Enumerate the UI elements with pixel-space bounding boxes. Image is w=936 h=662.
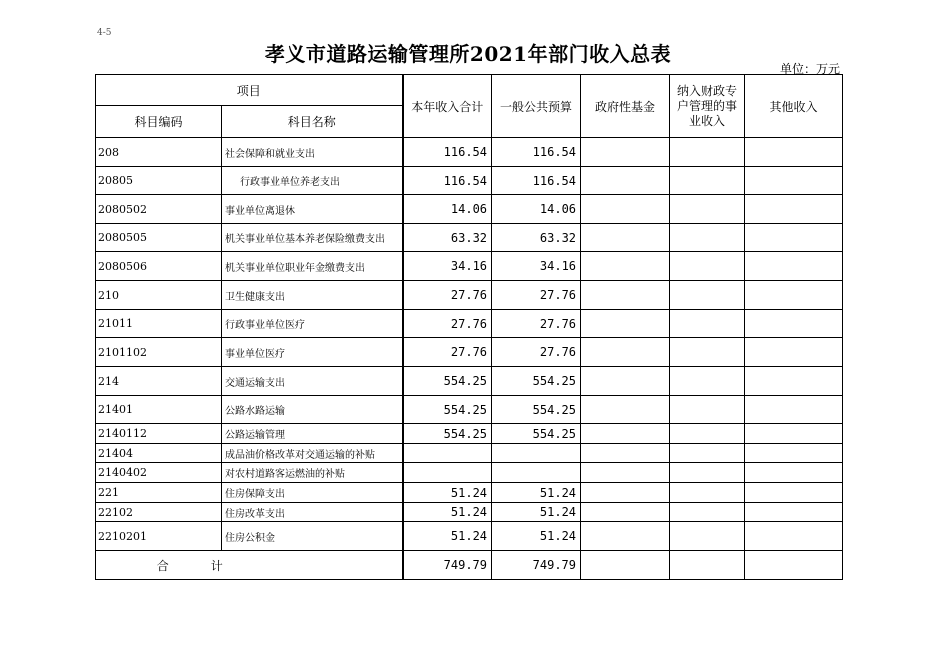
page-title: 孝义市道路运输管理所2021年部门收入总表 — [264, 42, 672, 66]
cell-code: 221 — [96, 483, 222, 503]
cell-special-fiscal — [670, 424, 745, 444]
cell-name: 事业单位离退休 — [222, 195, 403, 224]
cell-code: 20805 — [96, 167, 222, 195]
cell-name: 公路水路运输 — [222, 396, 403, 424]
cell-name: 事业单位医疗 — [222, 338, 403, 367]
cell-general-budget: 51.24 — [492, 483, 581, 503]
cell-name: 机关事业单位职业年金缴费支出 — [222, 252, 403, 281]
cell-code: 2101102 — [96, 338, 222, 367]
table-row — [96, 310, 843, 338]
corner-mark: 4-5 — [97, 28, 112, 38]
cell-special-fiscal — [670, 167, 745, 195]
cell-total-income: 27.76 — [403, 310, 492, 338]
table-row — [96, 281, 843, 310]
table-row — [96, 224, 843, 252]
cell-name: 住房公积金 — [222, 522, 403, 551]
cell-name: 卫生健康支出 — [222, 281, 403, 310]
table-row — [96, 338, 843, 367]
cell-special-fiscal — [670, 138, 745, 167]
table-row — [96, 396, 843, 424]
cell-general-budget: 27.76 — [492, 310, 581, 338]
cell-gov-fund — [581, 522, 670, 551]
cell-special-fiscal — [670, 310, 745, 338]
cell-total-income: 34.16 — [403, 252, 492, 281]
cell-other-income — [745, 463, 843, 483]
cell-code: 2080502 — [96, 195, 222, 224]
table-row — [96, 483, 843, 503]
cell-other-income — [745, 522, 843, 551]
total-income-value: 749.79 — [403, 551, 492, 580]
cell-other-income — [745, 310, 843, 338]
table-row — [96, 367, 843, 396]
cell-other-income — [745, 281, 843, 310]
cell-name: 社会保障和就业支出 — [222, 138, 403, 167]
cell-general-budget: 51.24 — [492, 522, 581, 551]
cell-other-income — [745, 338, 843, 367]
total-label-right: 计 — [210, 558, 225, 573]
cell-general-budget: 554.25 — [492, 367, 581, 396]
cell-code: 22102 — [96, 503, 222, 522]
cell-gov-fund — [581, 424, 670, 444]
cell-gov-fund — [581, 310, 670, 338]
header-gov-fund: 政府性基金 — [581, 75, 670, 138]
cell-general-budget: 116.54 — [492, 138, 581, 167]
cell-gov-fund — [581, 338, 670, 367]
cell-code: 21401 — [96, 396, 222, 424]
cell-special-fiscal — [670, 483, 745, 503]
cell-gov-fund — [581, 367, 670, 396]
cell-other-income — [745, 195, 843, 224]
cell-name: 行政事业单位养老支出 — [222, 167, 403, 195]
unit-label: 单位：万元 — [779, 62, 840, 76]
cell-total-income: 554.25 — [403, 396, 492, 424]
cell-other-income — [745, 224, 843, 252]
cell-name: 对农村道路客运燃油的补贴 — [222, 463, 403, 483]
cell-name: 行政事业单位医疗 — [222, 310, 403, 338]
cell-other-income — [745, 444, 843, 463]
header-general-budget: 一般公共预算 — [492, 75, 581, 138]
cell-general-budget: 27.76 — [492, 338, 581, 367]
cell-name: 成品油价格改革对交通运输的补贴 — [222, 444, 403, 463]
cell-total-income: 27.76 — [403, 338, 492, 367]
table-row — [96, 252, 843, 281]
cell-special-fiscal — [670, 396, 745, 424]
cell-other-income — [745, 483, 843, 503]
cell-code: 21404 — [96, 444, 222, 463]
table-row — [96, 522, 843, 551]
header-special-fiscal: 纳入财政专户管理的事业收入 — [670, 75, 745, 138]
cell-total-income: 63.32 — [403, 224, 492, 252]
cell-gov-fund — [581, 463, 670, 483]
cell-gov-fund — [581, 503, 670, 522]
cell-special-fiscal — [670, 224, 745, 252]
cell-gov-fund — [581, 195, 670, 224]
cell-general-budget: 63.32 — [492, 224, 581, 252]
cell-gov-fund — [581, 167, 670, 195]
cell-gov-fund — [581, 483, 670, 503]
cell-code: 2080506 — [96, 252, 222, 281]
cell-total-income: 554.25 — [403, 424, 492, 444]
header-name: 科目名称 — [222, 106, 403, 138]
cell-special-fiscal — [670, 252, 745, 281]
cell-code: 214 — [96, 367, 222, 396]
cell-special-fiscal — [670, 281, 745, 310]
cell-general-budget: 116.54 — [492, 167, 581, 195]
table-row — [96, 444, 843, 463]
table-row — [96, 195, 843, 224]
total-special-fiscal-value — [670, 551, 745, 580]
income-summary-table — [95, 74, 843, 580]
cell-total-income — [403, 463, 492, 483]
cell-gov-fund — [581, 396, 670, 424]
cell-total-income — [403, 444, 492, 463]
header-item: 项目 — [96, 75, 403, 106]
cell-general-budget: 554.25 — [492, 424, 581, 444]
total-label — [96, 551, 403, 580]
table-row — [96, 167, 843, 195]
cell-gov-fund — [581, 252, 670, 281]
cell-general-budget: 554.25 — [492, 396, 581, 424]
cell-general-budget: 27.76 — [492, 281, 581, 310]
cell-other-income — [745, 396, 843, 424]
total-general-budget-value: 749.79 — [492, 551, 581, 580]
cell-special-fiscal — [670, 444, 745, 463]
total-label-left: 合 — [156, 558, 171, 573]
table-row — [96, 424, 843, 444]
table-row — [96, 138, 843, 167]
table-row — [96, 463, 843, 483]
cell-name: 机关事业单位基本养老保险缴费支出 — [222, 224, 403, 252]
cell-other-income — [745, 424, 843, 444]
cell-code: 208 — [96, 138, 222, 167]
cell-general-budget — [492, 463, 581, 483]
cell-other-income — [745, 367, 843, 396]
cell-special-fiscal — [670, 367, 745, 396]
cell-name: 交通运输支出 — [222, 367, 403, 396]
cell-general-budget: 51.24 — [492, 503, 581, 522]
header-other-income: 其他收入 — [745, 75, 843, 138]
cell-gov-fund — [581, 281, 670, 310]
cell-special-fiscal — [670, 522, 745, 551]
cell-gov-fund — [581, 444, 670, 463]
header-code: 科目编码 — [96, 106, 222, 138]
cell-special-fiscal — [670, 195, 745, 224]
cell-other-income — [745, 252, 843, 281]
cell-other-income — [745, 503, 843, 522]
cell-name: 住房保障支出 — [222, 483, 403, 503]
table-row — [96, 503, 843, 522]
cell-other-income — [745, 138, 843, 167]
total-row — [96, 551, 843, 580]
cell-code: 2080505 — [96, 224, 222, 252]
cell-general-budget — [492, 444, 581, 463]
cell-special-fiscal — [670, 338, 745, 367]
cell-gov-fund — [581, 224, 670, 252]
cell-total-income: 51.24 — [403, 503, 492, 522]
cell-other-income — [745, 167, 843, 195]
total-other-income-value — [745, 551, 843, 580]
cell-code: 2210201 — [96, 522, 222, 551]
cell-total-income: 51.24 — [403, 483, 492, 503]
cell-total-income: 116.54 — [403, 138, 492, 167]
header-total-income: 本年收入合计 — [403, 75, 492, 138]
cell-code: 21011 — [96, 310, 222, 338]
total-gov-fund-value — [581, 551, 670, 580]
cell-total-income: 14.06 — [403, 195, 492, 224]
cell-total-income: 51.24 — [403, 522, 492, 551]
cell-total-income: 116.54 — [403, 167, 492, 195]
cell-special-fiscal — [670, 463, 745, 483]
cell-code: 2140112 — [96, 424, 222, 444]
cell-special-fiscal — [670, 503, 745, 522]
cell-total-income: 554.25 — [403, 367, 492, 396]
cell-gov-fund — [581, 138, 670, 167]
cell-code: 210 — [96, 281, 222, 310]
cell-total-income: 27.76 — [403, 281, 492, 310]
cell-general-budget: 14.06 — [492, 195, 581, 224]
cell-general-budget: 34.16 — [492, 252, 581, 281]
cell-name: 公路运输管理 — [222, 424, 403, 444]
cell-code: 2140402 — [96, 463, 222, 483]
cell-name: 住房改革支出 — [222, 503, 403, 522]
